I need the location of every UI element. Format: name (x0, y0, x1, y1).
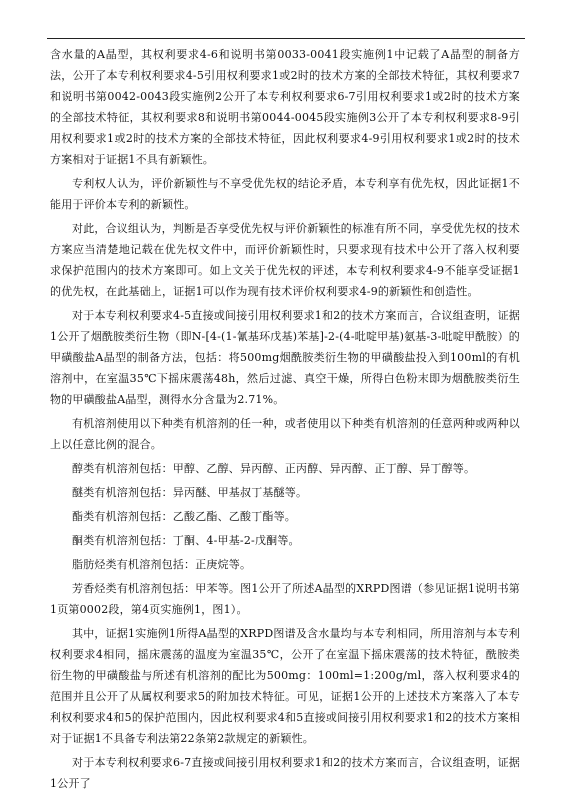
paragraph-3: 对此，合议组认为，判断是否享受优先权与评价新颖性的标准有所不同，享受优先权的技术方案应当清楚地记载在优先权文件中，而评价新颖性时，只要求现有技术中公开了落入权利要求保护范围内的技术方案即可。如上文关于优先权的评述，本专利权利要求4-9不能享受证据1的优先权，在此基础上，证据1可以作为现有技术评价权利要求4-9的新颖性和创造性。 (50, 222, 520, 298)
paragraph-7: 醚类有机溶剂包括：异丙醚、甲基叔丁基醚等。 (72, 486, 308, 499)
paragraph-4: 对于本专利权利要求4-5直接或间接引用权利要求1和2的技术方案而言，合议组查明，证据1公开了烟酰胺类衍生物（即N-[4-(1-氰基环戊基)苯基]-2-(4-吡啶甲基)氨基-3-吡啶甲酰胺）的甲磺酸盐A晶型的制备方法，包括：将500mg烟酰胺类衍生物的甲磺酸盐投入到100ml的有机溶剂中，在室温35℃下摇床震荡48h，然后过滤、真空干燥，所得白色粉末即为烟酰胺类衍生物的甲磺酸盐A晶型，测得水分含量为2.71%。 (50, 309, 520, 406)
document-body (50, 44, 520, 797)
paragraph-11: 芳香烃类有机溶剂包括：甲苯等。图1公开了所述A晶型的XRPD图谱（参见证据1说明书第1页第0002段，第4页实施例1，图1）。 (50, 582, 520, 616)
paragraph-2: 专利权人认为，评价新颖性与不享受优先权的结论矛盾，本专利享有优先权，因此证据1不能用于评价本专利的新颖性。 (50, 177, 520, 211)
header-rule (47, 38, 525, 39)
paragraph-12: 其中，证据1实施例1所得A晶型的XRPD图谱及含水量均与本专利相同，所用溶剂与本专利权利要求4相同，摇床震荡的温度为室温35℃，公开了在室温下摇床震荡的技术特征，酰胺类衍生物的甲磺酸盐与所述有机溶剂的配比为500mg：100ml=1:200g/ml，落入权利要求4的范围并且公开了从属权利要求5的附加技术特征。可见，证据1公开的上述技术方案落入了本专利权利要求4和5的保护范围内，因此权利要求4和5直接或间接引用权利要求1和2的技术方案相对于证据1不具备专利法第22条第2款规定的新颖性。 (50, 627, 520, 745)
paragraph-9: 酮类有机溶剂包括：丁酮、4-甲基-2-戊酮等。 (72, 534, 300, 547)
paragraph-8: 酯类有机溶剂包括：乙酸乙酯、乙酸丁酯等。 (72, 510, 296, 523)
paragraph-13: 对于本专利权利要求6-7直接或间接引用权利要求1和2的技术方案而言，合议组查明，证据1公开了 (50, 756, 520, 790)
paragraph-10: 脂肪烃类有机溶剂包括：正庚烷等。 (72, 558, 252, 571)
paragraph-6: 醇类有机溶剂包括：甲醇、乙醇、异丙醇、正丙醇、异丙醇、正丁醇、异丁醇等。 (72, 462, 476, 475)
paragraph-1: 含水量的A晶型，其权利要求4-6和说明书第0033-0041段实施例1中记载了A晶型的制备方法，公开了本专利权利要求4-5引用权利要求1或2时的技术方案的全部技术特征，其权利要求7和说明书第0042-0043段实施例2公开了本专利权利要求6-7引用权利要求1或2时的技术方案的全部技术特征，其权利要求8和说明书第0044-0045段实施例3公开了本专利权利要求8-9引用权利要求1或2时的技术方案的全部技术特征，因此权利要求4-9引用权利要求1或2时的技术方案相对于证据1不具有新颖性。 (50, 48, 520, 166)
paragraph-5: 有机溶剂使用以下种类有机溶剂的任一种，或者使用以下种类有机溶剂的任意两种或两种以上以任意比例的混合。 (50, 417, 520, 451)
